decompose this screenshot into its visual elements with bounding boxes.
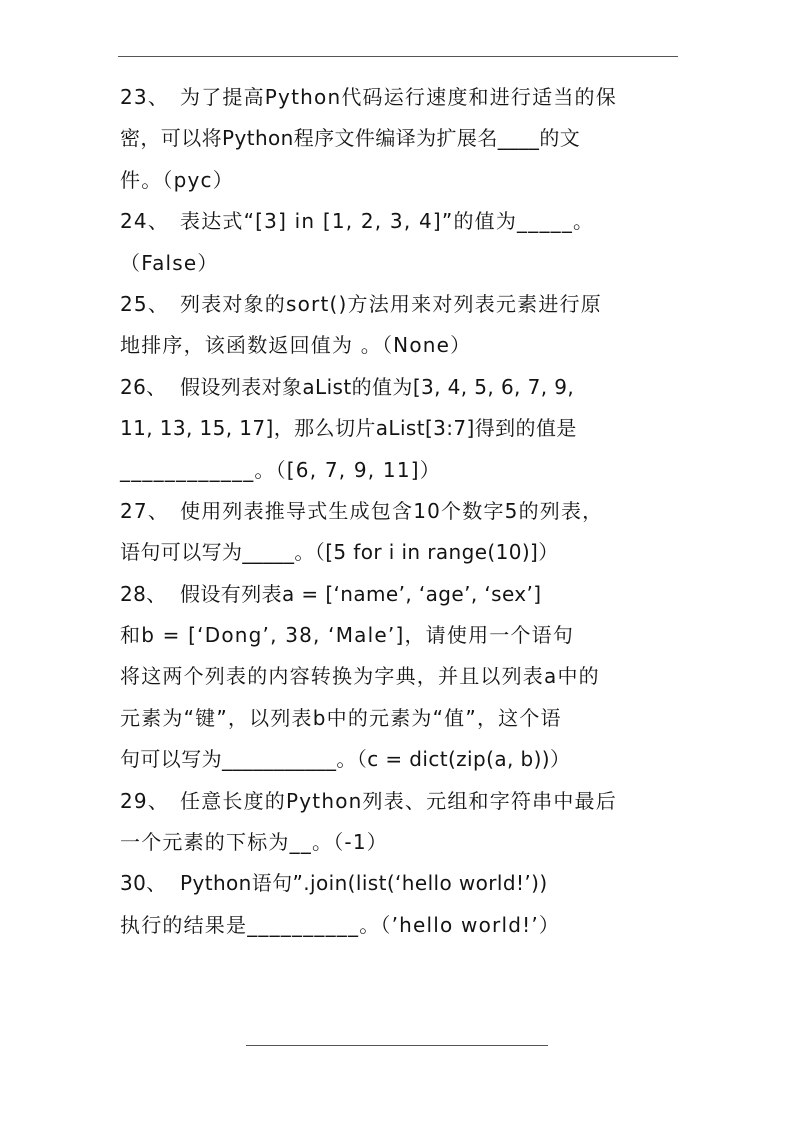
question-28-number: 28、 xyxy=(120,581,167,606)
question-28-text-3: 将这两个列表的内容转换为字典，并且以列表a中的 xyxy=(120,664,600,689)
question-24-text-2: （False） xyxy=(120,250,219,275)
question-25-text-1: 列表对象的sort()方法用来对列表元素进行原 xyxy=(180,291,602,316)
question-30-line-2 xyxy=(120,905,680,946)
question-25-text-2: 地排序，该函数返回值为 。（None） xyxy=(120,333,472,358)
question-28-line-4 xyxy=(120,698,680,739)
question-26-text-1: 假设列表对象aList的值为[3, 4, 5, 6, 7, 9, xyxy=(180,374,575,399)
question-28-text-2: 和b = [‘Dong’, 38, ‘Male’]，请使用一个语句 xyxy=(120,623,575,648)
question-27-text-1: 使用列表推导式生成包含10个数字5的列表， xyxy=(180,498,604,523)
question-26-text-3: ____________。（[6, 7, 9, 11]） xyxy=(120,457,441,482)
question-30-text-1: Python语句”.join(list(‘hello world!’)) xyxy=(180,871,548,896)
question-26-line-3 xyxy=(120,450,680,491)
question-24-line-2 xyxy=(120,243,680,284)
question-25-line-1 xyxy=(120,284,680,325)
question-29-line-1 xyxy=(120,781,680,822)
question-24-line-1 xyxy=(120,201,680,242)
question-26-text-2: 11, 13, 15, 17]，那么切片aList[3:7]得到的值是 xyxy=(120,416,577,441)
question-23-number: 23、 xyxy=(120,85,170,109)
question-28-text-4: 元素为“键”，以列表b中的元素为“值”，这个语 xyxy=(120,705,562,730)
question-27-number: 27、 xyxy=(120,498,170,523)
question-25-line-2 xyxy=(120,325,680,366)
header-rule xyxy=(118,56,678,57)
question-23-line-2 xyxy=(120,118,680,159)
question-23-text-1: 为了提高Python代码运行速度和进行适当的保 xyxy=(180,85,617,109)
question-30-text-2: 执行的结果是__________。（’hello world!’） xyxy=(120,912,561,937)
question-27-text-2: 语句可以写为_____。（[5 for i in range(10)]） xyxy=(120,540,559,565)
question-23-text-3: 件。（pyc） xyxy=(120,167,234,192)
question-23-line-1 xyxy=(120,77,680,118)
question-24-number: 24、 xyxy=(120,209,170,234)
question-28-line-5 xyxy=(120,739,680,780)
question-29-number: 29、 xyxy=(120,788,170,813)
question-29-text-2: 一个元素的下标为__。（-1） xyxy=(120,830,388,855)
question-28-line-2 xyxy=(120,615,680,656)
question-26-number: 26、 xyxy=(120,374,167,399)
question-28-text-1: 假设有列表a = [‘name’, ‘age’, ‘sex’] xyxy=(180,581,542,606)
footer-rule xyxy=(246,1045,548,1046)
question-27-line-1 xyxy=(120,491,680,532)
question-list xyxy=(120,77,680,946)
question-29-text-1: 任意长度的Python列表、元组和字符串中最后 xyxy=(180,788,617,813)
question-24-text-1: 表达式“[3] in [1, 2, 3, 4]”的值为_____。 xyxy=(180,209,595,234)
question-27-line-2 xyxy=(120,532,680,573)
question-28-line-1 xyxy=(120,574,680,615)
question-28-line-3 xyxy=(120,656,680,697)
question-23-line-3 xyxy=(120,160,680,201)
question-23-text-2: 密，可以将Python程序文件编译为扩展名____的文 xyxy=(120,126,581,151)
question-26-line-2 xyxy=(120,408,680,449)
question-29-line-2 xyxy=(120,822,680,863)
question-28-text-5: 句可以写为___________。（c = dict(zip(a, b))） xyxy=(120,747,571,772)
question-26-line-1 xyxy=(120,367,680,408)
question-30-line-1 xyxy=(120,863,680,904)
question-30-number: 30、 xyxy=(120,871,167,896)
question-25-number: 25、 xyxy=(120,291,170,316)
